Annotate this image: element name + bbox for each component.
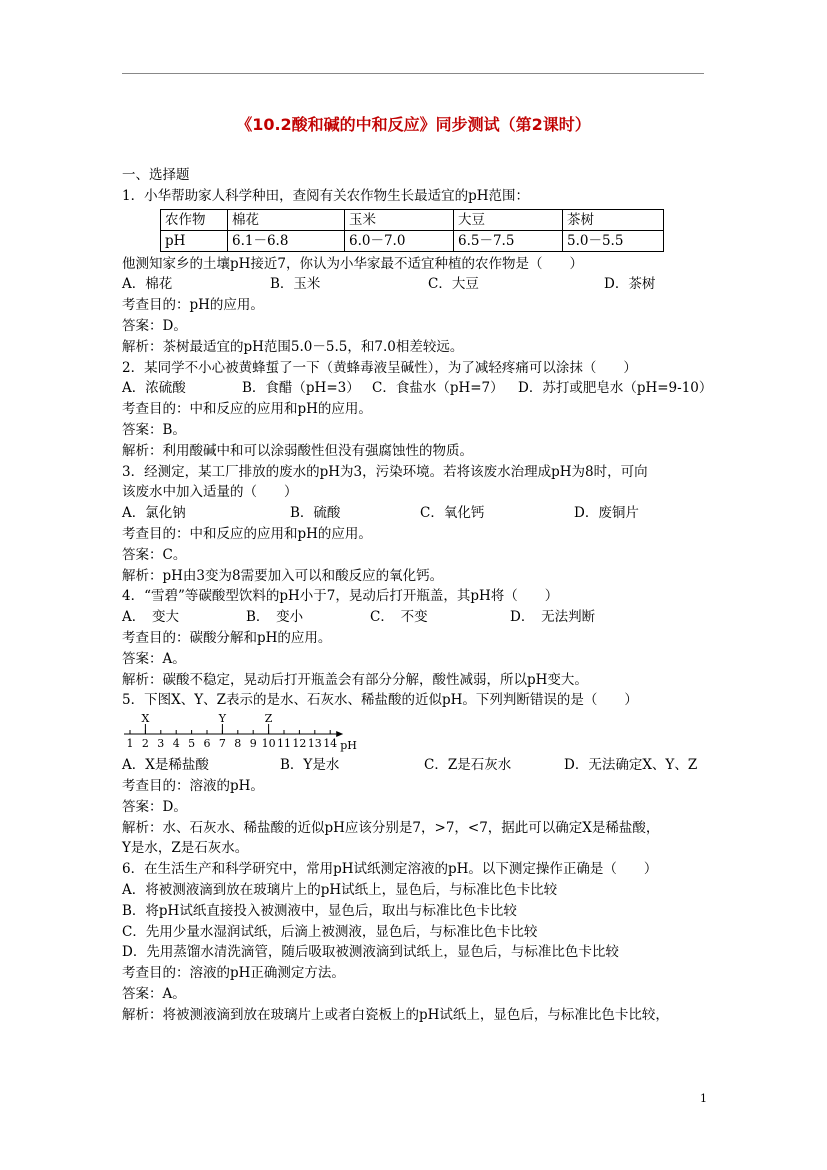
- option-d: D．茶树: [604, 276, 656, 293]
- q6-answer: 答案：A。: [122, 985, 186, 1002]
- section-heading: 一、选择题: [122, 167, 190, 183]
- q3-options: [122, 503, 722, 524]
- page-number: 1: [700, 1092, 707, 1105]
- tick-label: 5: [188, 737, 196, 751]
- q1-purpose: 考查目的：pH的应用。: [122, 297, 264, 314]
- q5-answer: 答案：D。: [122, 798, 187, 815]
- option-d: D． 无法判断: [510, 609, 596, 626]
- q4-purpose: 考查目的：碳酸分解和pH的应用。: [122, 629, 332, 646]
- option-b: B．硫酸: [290, 505, 341, 522]
- q5-stem: 5．下图X、Y、Z表示的是水、石灰水、稀盐酸的近似pH。下列判断错误的是（ ）: [122, 692, 638, 709]
- ph-axis-svg: [122, 711, 422, 755]
- q5-analysis-2: Y是水，Z是石灰水。: [122, 840, 249, 857]
- q5-purpose: 考查目的：溶液的pH。: [122, 777, 264, 794]
- table-cell: 大豆: [454, 209, 563, 230]
- tick-label: 8: [234, 737, 242, 751]
- option-c: C．先用少量水湿润试纸，后滴上被测液，显色后，与标准比色卡比较: [122, 923, 538, 940]
- tick-label: 14: [323, 737, 338, 751]
- option-c: C．氧化钙: [420, 505, 485, 522]
- table-cell: 茶树: [563, 209, 664, 230]
- tick-label: 1: [126, 737, 134, 751]
- tick-label: 3: [157, 737, 165, 751]
- axis-arrow: [336, 731, 343, 737]
- option-a: A．将被测液滴到放在玻璃片上的pH试纸上，显色后，与标准比色卡比较: [122, 881, 558, 898]
- q3-stem: 3．经测定，某工厂排放的废水的pH为3，污染环境。若将该废水治理成pH为8时，可向: [122, 463, 648, 480]
- q3-analysis: 解析：pH由3变为8需要加入可以和酸反应的氧化钙。: [122, 567, 444, 584]
- table-cell: 农作物: [161, 209, 228, 230]
- option-c: C．食盐水（pH=7）: [372, 380, 504, 397]
- table-cell: pH: [161, 230, 228, 251]
- q1-options: [122, 274, 722, 295]
- q6-stem: 6．在生活生产和科学研究中，常用pH试纸测定溶液的pH。以下测定操作正确是（ ）: [122, 861, 658, 878]
- q3-stem-2: 该废水中加入适量的（ ）: [122, 484, 298, 501]
- table-cell: 5.0－5.5: [563, 230, 664, 251]
- option-a: A．氯化钠: [122, 505, 186, 522]
- tick-label: 13: [307, 737, 322, 751]
- q2-analysis: 解析：利用酸碱中和可以涂弱酸性但没有强腐蚀性的物质。: [122, 442, 473, 459]
- option-c: C． 不变: [370, 609, 428, 626]
- option-a: A．浓硫酸: [122, 380, 186, 397]
- q1-answer: 答案：D。: [122, 317, 187, 334]
- option-a: A．X是稀盐酸: [122, 757, 209, 774]
- table-row: [161, 230, 664, 251]
- option-b: B．将pH试纸直接投入被测液中，显色后，取出与标准比色卡比较: [122, 902, 517, 919]
- table-row: [161, 209, 664, 230]
- q2-purpose: 考查目的：中和反应的应用和pH的应用。: [122, 401, 372, 418]
- q6-purpose: 考查目的：溶液的pH正确测定方法。: [122, 965, 345, 982]
- q5-options: [122, 755, 722, 776]
- table-cell: 玉米: [345, 209, 454, 230]
- q1-analysis: 解析：茶树最适宜的pH范围5.0－5.5，和7.0相差较远。: [122, 338, 464, 355]
- q4-options: [122, 607, 722, 628]
- q3-answer: 答案：C。: [122, 546, 187, 563]
- table-cell: 6.5－7.5: [454, 230, 563, 251]
- tick-label: 2: [141, 737, 149, 751]
- q2-options: [122, 378, 722, 399]
- option-b: B．食醋（pH=3）: [242, 380, 360, 397]
- marker-label: X: [141, 712, 150, 726]
- tick-label: 10: [261, 737, 276, 751]
- q4-stem: 4．“雪碧”等碳酸型饮料的pH小于7，晃动后打开瓶盖，其pH将（ ）: [122, 588, 559, 605]
- q1-stem: 1．小华帮助家人科学种田，查阅有关农作物生长最适宜的pH范围：: [122, 187, 530, 204]
- table-cell: 6.1－6.8: [228, 230, 345, 251]
- crop-ph-table: [160, 209, 664, 252]
- table-cell: 6.0－7.0: [345, 230, 454, 251]
- option-d: D．苏打或肥皂水（pH=9-10）: [518, 380, 713, 397]
- option-b: B． 变小: [246, 609, 304, 626]
- tick-label: 7: [218, 737, 226, 751]
- tick-label: 12: [292, 737, 307, 751]
- marker-label: Y: [218, 712, 227, 726]
- table-cell: 棉花: [228, 209, 345, 230]
- axis-unit-label: pH: [340, 739, 357, 753]
- option-c: C．Z是石灰水: [424, 757, 512, 774]
- marker-label: Z: [264, 712, 273, 726]
- q6-analysis: 解析：将被测液滴到放在玻璃片上或者白瓷板上的pH试纸上，显色后，与标准比色卡比较，: [122, 1006, 669, 1023]
- tick-label: 9: [249, 737, 257, 751]
- option-d: D．无法确定X、Y、Z: [564, 757, 698, 774]
- option-b: B．Y是水: [280, 757, 340, 774]
- page-title: 《10.2酸和碱的中和反应》同步测试（第2课时）: [236, 115, 591, 134]
- option-c: C．大豆: [428, 276, 479, 293]
- q2-stem: 2．某同学不小心被黄蜂蜇了一下（黄蜂毒液呈碱性），为了减轻疼痛可以涂抹（ ）: [122, 359, 637, 376]
- q3-purpose: 考查目的：中和反应的应用和pH的应用。: [122, 525, 372, 542]
- tick-label: 6: [203, 737, 211, 751]
- option-a: A．棉花: [122, 276, 173, 293]
- ph-number-line: [122, 711, 422, 755]
- option-b: B．玉米: [270, 276, 321, 293]
- option-d: D．先用蒸馏水清洗滴管，随后吸取被测液滴到试纸上，显色后，与标准比色卡比较: [122, 944, 619, 961]
- q5-analysis: 解析：水、石灰水、稀盐酸的近似pH应该分别是7，>7，<7，据此可以确定X是稀盐酸，: [122, 819, 660, 836]
- header-rule: [122, 73, 704, 74]
- option-d: D．废铜片: [574, 505, 639, 522]
- q4-analysis: 解析：碳酸不稳定，晃动后打开瓶盖会有部分分解，酸性减弱，所以pH变大。: [122, 671, 588, 688]
- tick-label: 11: [277, 737, 291, 751]
- tick-label: 4: [172, 737, 180, 751]
- q1-stem-2: 他测知家乡的土壤pH接近7，你认为小华家最不适宜种植的农作物是（ ）: [122, 255, 584, 272]
- q2-answer: 答案：B。: [122, 421, 186, 438]
- q4-answer: 答案：A。: [122, 650, 186, 667]
- option-a: A． 变大: [122, 609, 179, 626]
- document-body: [122, 165, 722, 1025]
